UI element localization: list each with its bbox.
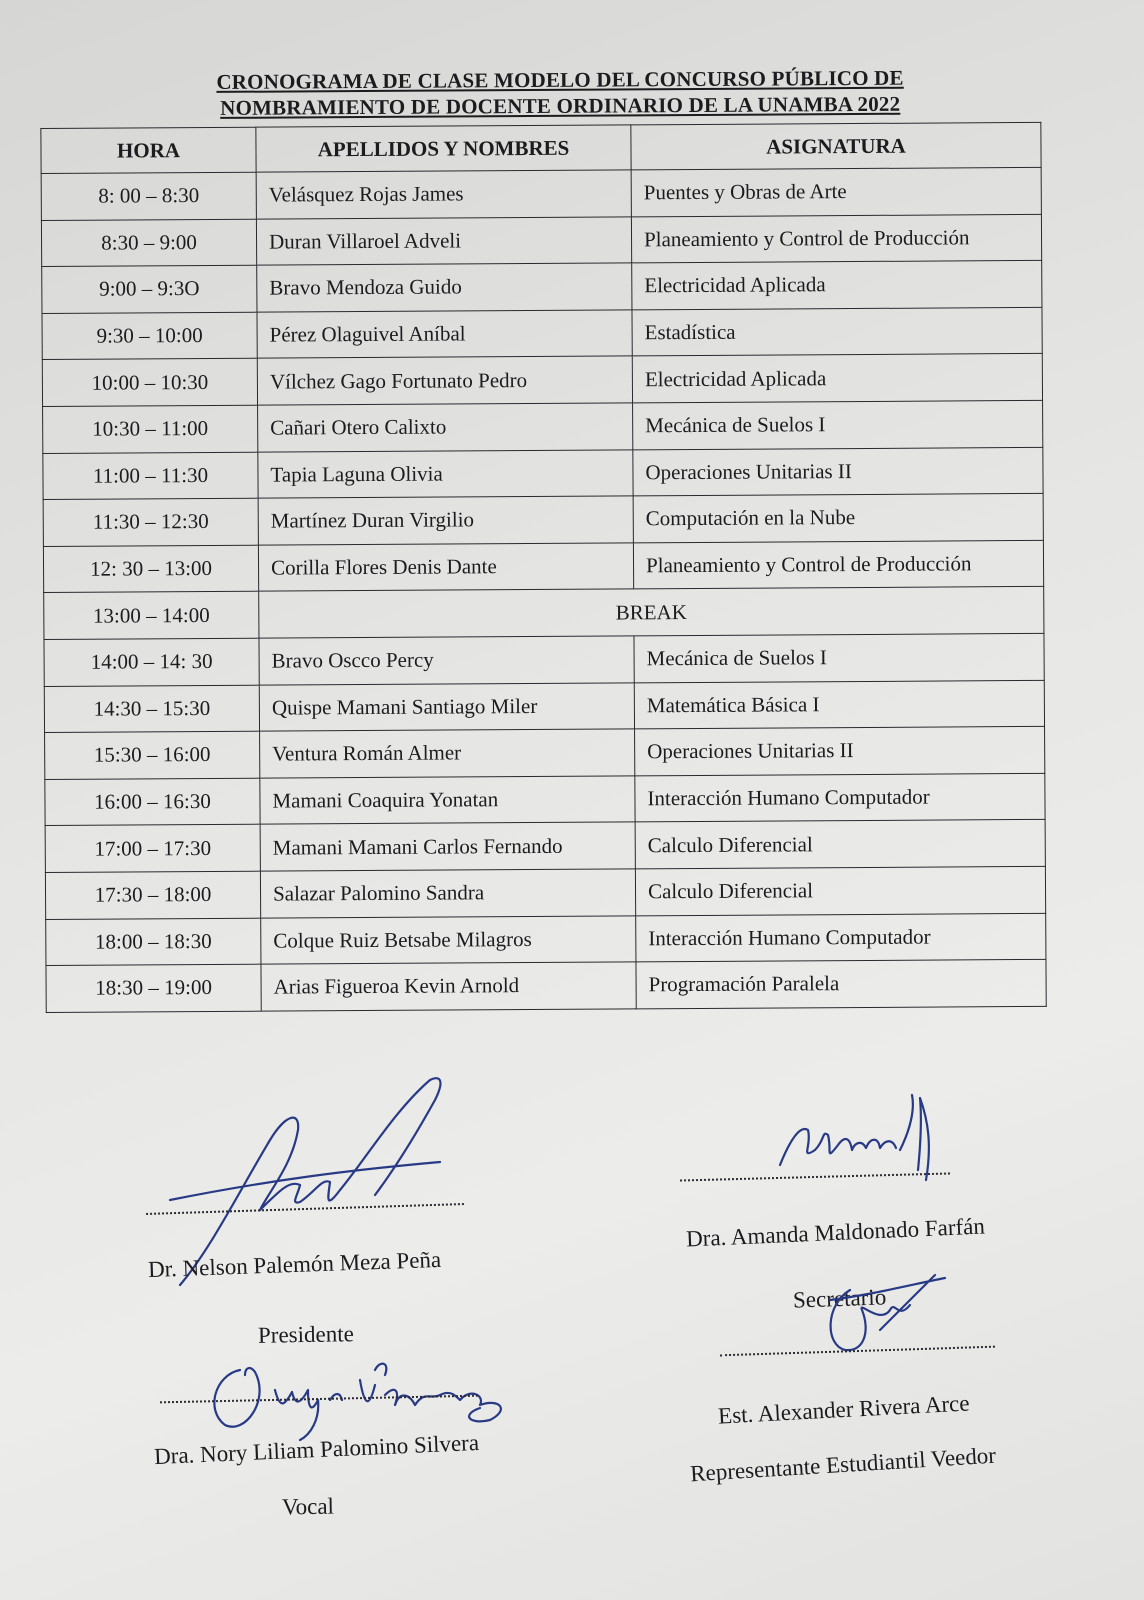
subject-cell: Calculo Diferencial (635, 820, 1045, 869)
name-cell: Mamani Mamani Carlos Fernando (260, 822, 635, 871)
presidente-name: Dr. Nelson Palemón Meza Peña (147, 1246, 442, 1283)
time-cell: 8: 00 – 8:30 (41, 172, 256, 220)
subject-cell: Operaciones Unitarias II (635, 727, 1045, 776)
name-cell: Pérez Olaguivel Aníbal (257, 310, 632, 359)
name-cell: Mamani Coaquira Yonatan (260, 776, 635, 825)
subject-cell: Operaciones Unitarias II (633, 447, 1043, 496)
name-cell: Corilla Flores Denis Dante (258, 543, 633, 592)
name-cell: Duran Villaroel Adveli (256, 216, 631, 265)
time-cell: 17:00 – 17:30 (45, 824, 260, 872)
name-cell: Ventura Román Almer (260, 729, 635, 778)
subject-cell: Mecánica de Suelos I (633, 400, 1043, 449)
subject-cell: Matemática Básica I (634, 680, 1044, 729)
subject-cell: Electricidad Aplicada (632, 261, 1042, 310)
name-cell: Tapia Laguna Olivia (258, 449, 633, 498)
name-cell: Arias Figueroa Kevin Arnold (261, 962, 636, 1011)
subject-cell: Mecánica de Suelos I (634, 633, 1044, 682)
secretario-name: Dra. Amanda Maldonado Farfán (685, 1213, 986, 1252)
time-cell: 16:00 – 16:30 (45, 778, 260, 826)
time-cell: 15:30 – 16:00 (45, 731, 260, 779)
subject-cell: Computación en la Nube (633, 494, 1043, 543)
header-hora: HORA (41, 127, 256, 173)
title-line-1: CRONOGRAMA DE CLASE MODELO DEL CONCURSO PÚBLICO DE (216, 65, 904, 94)
time-cell: 13:00 – 14:00 (44, 592, 259, 640)
presidente-role: Presidente (257, 1321, 355, 1348)
vocal-name: Dra. Nory Liliam Palomino Silvera (153, 1429, 480, 1470)
time-cell: 9:30 – 10:00 (42, 312, 257, 360)
break-cell: BREAK (259, 587, 1044, 638)
time-cell: 12: 30 – 13:00 (43, 545, 258, 593)
header-nombres: APELLIDOS Y NOMBRES (256, 125, 631, 172)
subject-cell: Programación Paralela (636, 959, 1046, 1008)
time-cell: 11:00 – 11:30 (43, 452, 258, 500)
subject-cell: Electricidad Aplicada (632, 354, 1042, 403)
name-cell: Colque Ruiz Betsabe Milagros (261, 915, 636, 964)
time-cell: 9:00 – 9:3O (42, 265, 257, 313)
name-cell: Bravo Oscco Percy (259, 636, 634, 685)
subject-cell: Planeamiento y Control de Producción (631, 214, 1041, 263)
subject-cell: Planeamiento y Control de Producción (633, 540, 1043, 589)
name-cell: Velásquez Rojas James (256, 170, 631, 219)
name-cell: Bravo Mendoza Guido (257, 263, 632, 312)
secretario-role: Secretario (792, 1284, 887, 1313)
subject-cell: Puentes y Obras de Arte (631, 167, 1041, 216)
subject-cell: Estadística (632, 307, 1042, 356)
header-asignatura: ASIGNATURA (631, 122, 1041, 170)
name-cell: Vílchez Gago Fortunato Pedro (257, 356, 632, 405)
time-cell: 17:30 – 18:00 (45, 871, 260, 919)
veedor-role: Representante Estudiantil Veedor (689, 1442, 997, 1487)
subject-cell: Interacción Humano Computador (636, 913, 1046, 962)
name-cell: Cañari Otero Calixto (258, 403, 633, 452)
time-cell: 18:30 – 19:00 (46, 964, 261, 1012)
time-cell: 18:00 – 18:30 (46, 918, 261, 966)
subject-cell: Interacción Humano Computador (635, 773, 1045, 822)
vocal-role: Vocal (281, 1493, 335, 1520)
veedor-name: Est. Alexander Rivera Arce (717, 1390, 971, 1429)
presidente-signature-image (147, 1070, 470, 1320)
subject-cell: Calculo Diferencial (635, 866, 1045, 915)
time-cell: 14:00 – 14: 30 (44, 638, 259, 686)
name-cell: Martínez Duran Virgilio (258, 496, 633, 545)
title-line-2: NOMBRAMIENTO DE DOCENTE ORDINARIO DE LA UNAMBA 2022 (220, 91, 901, 120)
name-cell: Salazar Palomino Sandra (260, 869, 635, 918)
time-cell: 11:30 – 12:30 (43, 498, 258, 546)
time-cell: 10:30 – 11:00 (43, 405, 258, 453)
time-cell: 14:30 – 15:30 (44, 685, 259, 733)
name-cell: Quispe Mamani Santiago Miler (259, 682, 634, 731)
time-cell: 10:00 – 10:30 (42, 359, 257, 407)
time-cell: 8:30 – 9:00 (41, 219, 256, 267)
